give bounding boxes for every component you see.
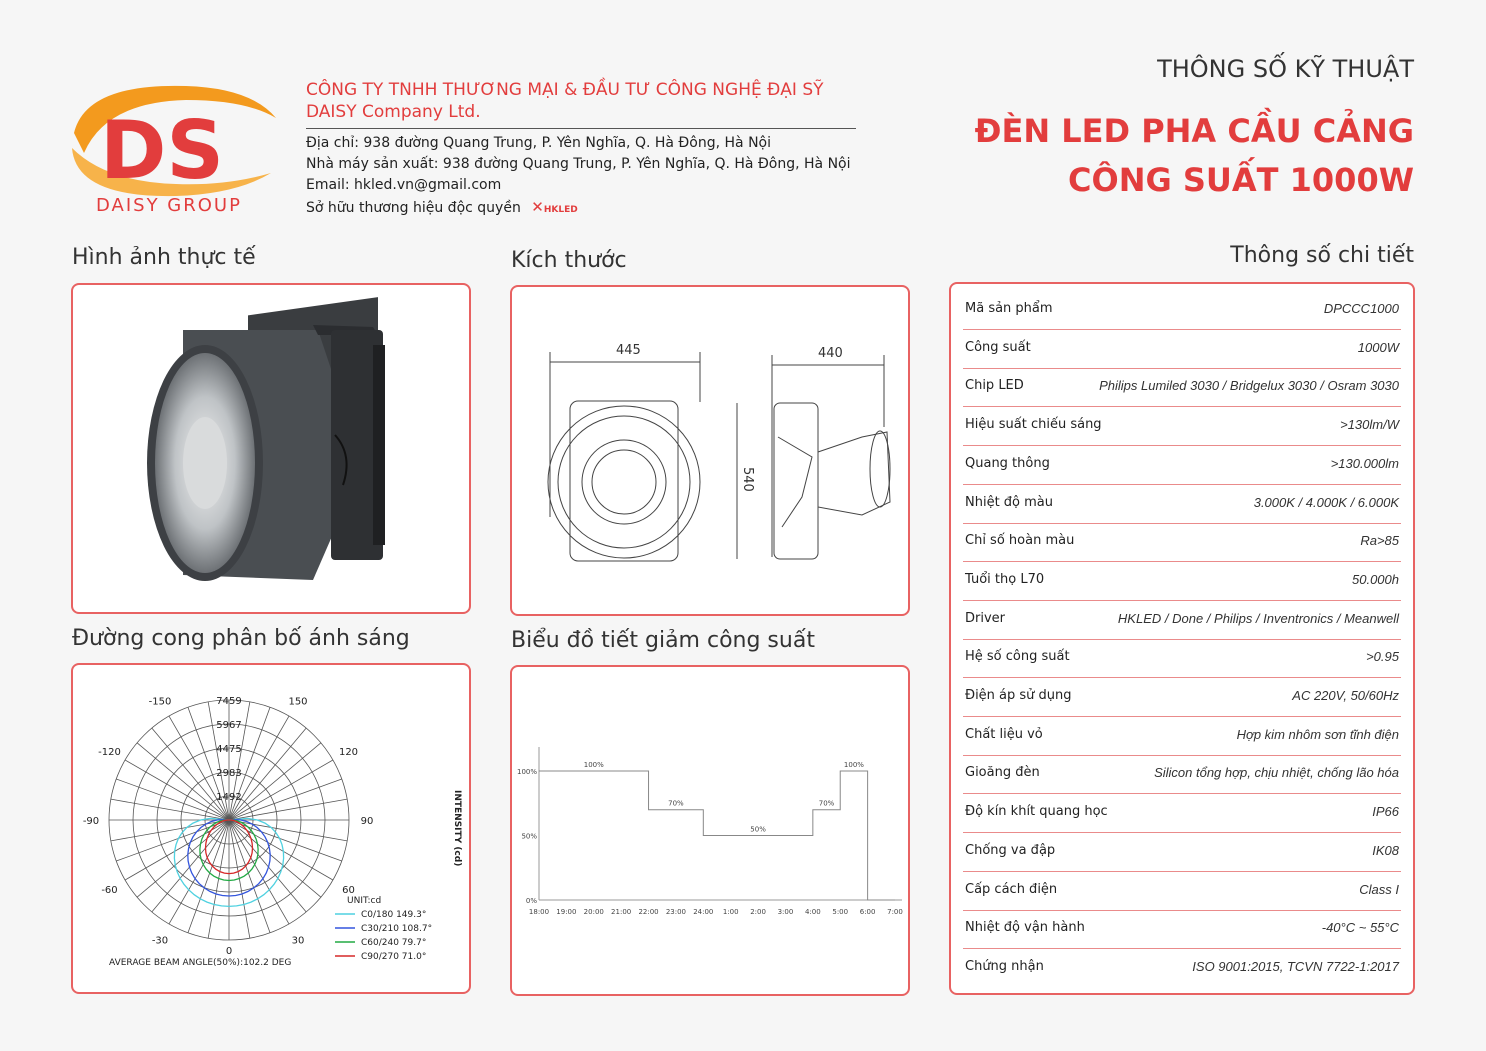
legend-entry: C0/180 149.3°: [361, 910, 427, 920]
x-tick-label: 19:00: [556, 908, 577, 916]
depth-label: 440: [818, 346, 843, 361]
spec-row: [963, 833, 1401, 872]
width-label: 445: [616, 343, 641, 358]
x-tick-label: 1:00: [722, 908, 739, 916]
y-tick-label: 50%: [521, 832, 537, 841]
header-divider: [306, 128, 856, 129]
spec-key: Tuổi thọ L70: [965, 571, 1045, 587]
x-tick-label: 3:00: [777, 908, 794, 916]
legend-entry: C90/270 71.0°: [361, 952, 427, 962]
document-title: THÔNG SỐ KỸ THUẬT: [1157, 55, 1414, 83]
spec-value: >130.000lm: [1330, 455, 1399, 471]
spec-key: Độ kín khít quang học: [965, 804, 1108, 820]
spec-key: Driver: [965, 610, 1006, 626]
dimensions-panel: [510, 285, 910, 616]
polar-label: -150: [148, 696, 172, 708]
spec-key: Chỉ số hoàn màu: [965, 533, 1075, 549]
x-tick-label: 22:00: [638, 908, 659, 916]
spec-value: AC 220V, 50/60Hz: [1292, 688, 1399, 703]
spec-value: 50.000h: [1352, 571, 1399, 587]
x-tick-label: 2:00: [750, 908, 766, 916]
x-tick-label: 4:00: [804, 908, 821, 916]
intensity-axis-label: INTENSITY (cd): [452, 790, 462, 867]
spec-value: ISO 9001:2015, TCVN 7722-1:2017: [1192, 958, 1399, 974]
spec-value: 1000W: [1357, 339, 1399, 355]
spec-value: Silicon tổng hợp, chịu nhiệt, chống lão hóa: [1154, 765, 1399, 781]
dimming-heading: Biểu đồ tiết giảm công suất: [511, 628, 815, 653]
spec-value: Hợp kim nhôm sơn tĩnh điện: [1236, 726, 1399, 742]
polar-label: 30: [291, 935, 305, 947]
company-logo: [66, 78, 286, 218]
spec-value: HKLED / Done / Philips / Inventronics / Meanwell: [1117, 610, 1399, 626]
dimming-panel: [510, 665, 910, 996]
polar-label: 150: [288, 696, 308, 708]
dimensions-heading: Kích thước: [511, 248, 627, 273]
beam-angle-label: AVERAGE BEAM ANGLE(50%):102.2 DEG: [109, 958, 292, 968]
spec-value: Philips Lumiled 3030 / Bridgelux 3030 / Osram 3030: [1099, 378, 1399, 394]
spec-value: Class I: [1359, 881, 1399, 897]
spec-key: Công suất: [965, 339, 1031, 355]
spec-row: [963, 291, 1401, 330]
product-title-line1: ĐÈN LED PHA CẦU CẢNG: [974, 112, 1414, 150]
spec-value: >0.95: [1366, 649, 1399, 665]
unit-label: UNIT:cd: [347, 896, 382, 906]
spec-key: Hiệu suất chiếu sáng: [965, 417, 1102, 433]
spec-key: Chip LED: [965, 378, 1024, 394]
product-title: [975, 107, 1414, 205]
spec-row: [963, 485, 1401, 524]
spec-row: [963, 368, 1401, 407]
point-label: 100%: [843, 761, 864, 769]
polar-label: 60: [342, 885, 355, 896]
polar-label: 4475: [216, 744, 242, 755]
polar-label: 90: [360, 816, 374, 827]
polar-label: 7459: [216, 696, 242, 707]
x-tick-label: 20:00: [583, 908, 604, 916]
polar-label: -30: [151, 935, 169, 947]
photo-panel: [71, 283, 471, 614]
spec-value: >130lm/W: [1340, 417, 1399, 433]
brand-text: Sở hữu thương hiệu độc quyền: [306, 200, 521, 216]
company-name: CÔNG TY TNHH THƯƠNG MẠI & ĐẦU TƯ CÔNG NGHỆ ĐẠI SỸ: [306, 80, 824, 100]
spec-key: Chất liệu vỏ: [965, 726, 1043, 742]
point-label: 100%: [583, 761, 604, 769]
y-tick-label: 100%: [516, 768, 537, 776]
polar-label: 1492: [216, 792, 242, 803]
spec-key: Quang thông: [965, 455, 1050, 471]
spec-key: Chống va đập: [965, 842, 1056, 858]
polar-panel: [71, 663, 471, 994]
spec-row: [963, 794, 1401, 833]
x-tick-label: 6:00: [859, 908, 876, 916]
company-name-en: DAISY Company Ltd.: [306, 102, 481, 122]
polar-label: -90: [82, 816, 100, 827]
polar-label: 0: [225, 946, 233, 957]
spec-value: 3.000K / 4.000K / 6.000K: [1253, 494, 1399, 510]
spec-row: [963, 523, 1401, 562]
specs-panel: [949, 282, 1415, 995]
spec-key: Mã sản phẩm: [965, 301, 1053, 316]
dimension-drawing: [512, 287, 908, 614]
spec-value: -40°C ~ 55°C: [1321, 920, 1399, 936]
spec-row: [963, 639, 1401, 678]
polar-label: -60: [101, 885, 118, 896]
factory-line: Nhà máy sản xuất: 938 đường Quang Trung, P. Yên Nghĩa, Q. Hà Đông, Hà Nội: [306, 156, 851, 172]
x-tick-label: 23:00: [665, 908, 687, 916]
address-line: Địa chỉ: 938 đường Quang Trung, P. Yên Nghĩa, Q. Hà Đông, Hà Nội: [306, 135, 771, 151]
logo-letters: DS: [100, 104, 225, 197]
point-label: 70%: [818, 799, 835, 808]
spec-row: [963, 717, 1401, 756]
photo-heading: Hình ảnh thực tế: [72, 245, 256, 270]
spec-key: Điện áp sử dụng: [965, 688, 1072, 703]
spec-row: [963, 949, 1401, 987]
polar-label: 5967: [216, 720, 242, 731]
point-label: 50%: [750, 825, 766, 834]
spec-value: DPCCC1000: [1323, 301, 1399, 316]
legend-entry: C30/210 108.7°: [361, 924, 433, 934]
spec-key: Nhiệt độ màu: [965, 494, 1054, 510]
spec-row: [963, 446, 1401, 485]
spec-value: IK08: [1372, 842, 1399, 858]
dimming-series-line: [539, 771, 895, 900]
spec-row: [963, 330, 1401, 369]
spec-row: [963, 755, 1401, 794]
logo-group-text: DAISY GROUP: [96, 195, 242, 216]
spec-row: [963, 872, 1401, 911]
spec-key: Gioăng đèn: [965, 765, 1040, 781]
dimming-chart: [512, 667, 908, 994]
hkled-logo: ✕HKLED: [531, 198, 578, 216]
polar-label: -120: [98, 747, 121, 758]
spec-key: Hệ số công suất: [965, 649, 1070, 665]
email-line: Email: hkled.vn@gmail.com: [306, 177, 502, 193]
spec-key: Cấp cách điện: [965, 881, 1058, 897]
legend-entry: C60/240 79.7°: [361, 938, 427, 948]
x-tick-label: 5:00: [832, 908, 849, 916]
spec-row: [963, 678, 1401, 717]
polar-label: 2983: [216, 768, 242, 779]
x-tick-label: 18:00: [528, 908, 550, 916]
spec-row: [963, 407, 1401, 446]
polar-label: 120: [338, 747, 359, 758]
light-curve-heading: Đường cong phân bố ánh sáng: [72, 626, 410, 651]
point-label: 70%: [668, 799, 684, 808]
x-tick-label: 24:00: [693, 908, 714, 916]
brand-line: [306, 198, 578, 216]
height-label: 540: [740, 467, 755, 492]
x-tick-label: 21:00: [611, 908, 632, 916]
y-tick-label: 0%: [525, 897, 537, 905]
specs-heading: Thông số chi tiết: [1230, 243, 1414, 268]
spec-value: Ra>85: [1360, 533, 1399, 549]
spec-row: [963, 562, 1401, 601]
spec-row: [963, 601, 1401, 640]
spec-key: Chứng nhận: [965, 958, 1044, 974]
polar-diagram: [73, 665, 469, 992]
product-photo: [73, 285, 469, 612]
x-tick-label: 7:00: [887, 908, 903, 916]
product-title-line2: CÔNG SUẤT 1000W: [1068, 161, 1414, 199]
spec-value: IP66: [1372, 804, 1399, 820]
spec-key: Nhiệt độ vận hành: [965, 920, 1085, 936]
spec-row: [963, 910, 1401, 949]
